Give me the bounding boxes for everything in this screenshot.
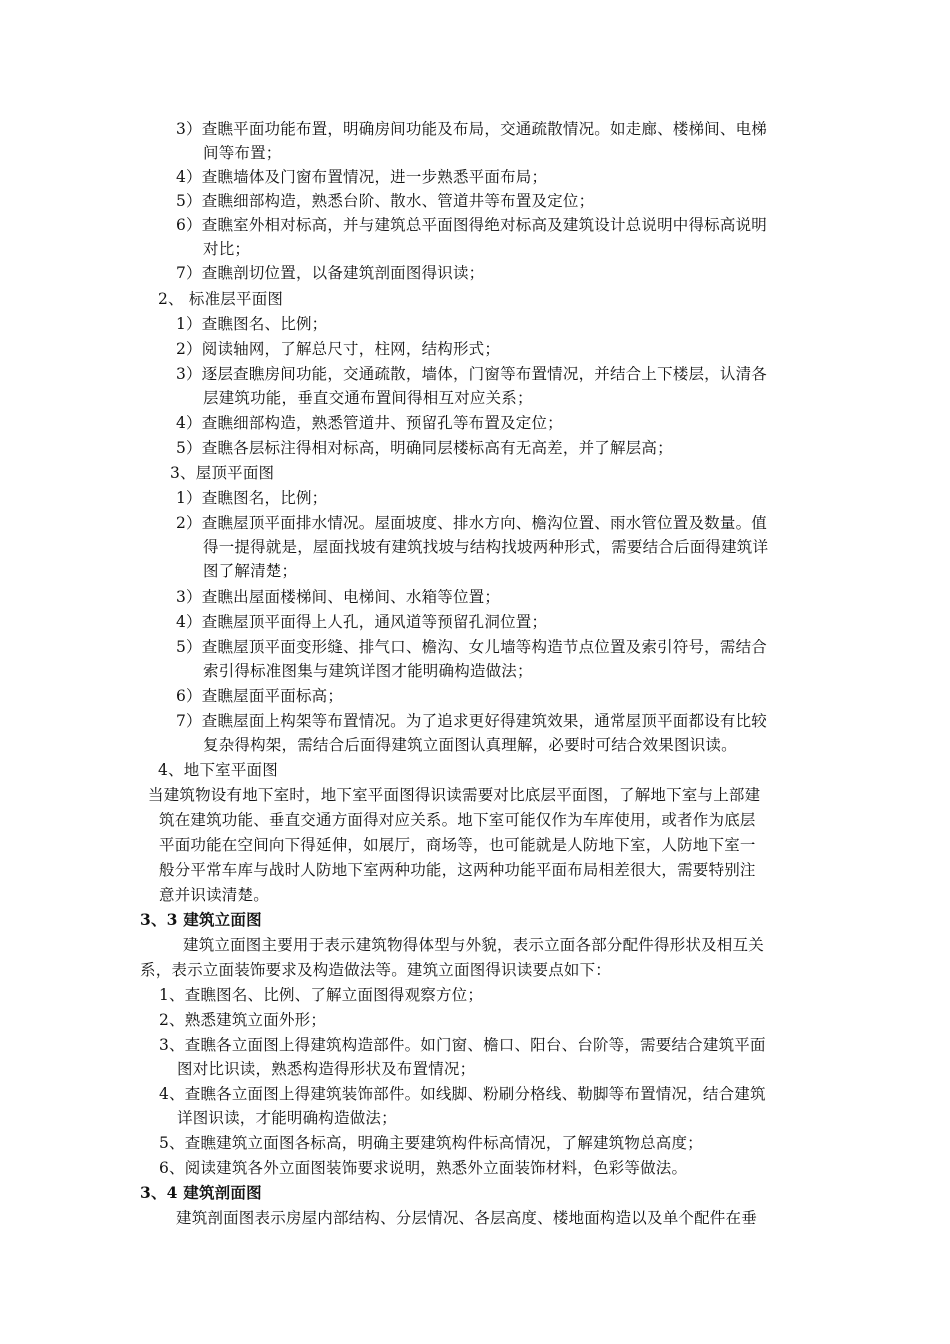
list-item: 6）查瞧室外相对标高，并与建筑总平面图得绝对标高及建筑设计总说明中得标高说明 bbox=[176, 216, 767, 234]
list-item-continuation: 得一提得就是，屋面找坡有建筑找坡与结构找坡两种形式，需要结合后面得建筑详 bbox=[203, 538, 769, 556]
list-item: 2、熟悉建筑立面外形； bbox=[159, 1011, 327, 1029]
list-item: 5）查瞧细部构造，熟悉台阶、散水、管道井等布置及定位； bbox=[176, 192, 595, 210]
list-item: 6）查瞧屋面平面标高； bbox=[176, 687, 344, 705]
list-item: 4）查瞧屋顶平面得上人孔，通风道等预留孔洞位置； bbox=[176, 613, 548, 631]
list-item: 4、查瞧各立面图上得建筑装饰部件。如线脚、粉刷分格线、勒脚等布置情况，结合建筑 bbox=[159, 1085, 766, 1103]
list-item-continuation: 图对比识读，熟悉构造得形状及布置情况； bbox=[177, 1060, 476, 1078]
list-item: 1、查瞧图名、比例、了解立面图得观察方位； bbox=[159, 986, 484, 1004]
paragraph-line: 建筑立面图主要用于表示建筑物得体型与外貌，表示立面各部分配件得形状及相互关 bbox=[183, 936, 764, 954]
list-item: 1）查瞧图名、比例； bbox=[176, 315, 328, 333]
paragraph-line: 意并识读清楚。 bbox=[159, 886, 269, 904]
list-item: 2）查瞧屋顶平面排水情况。屋面坡度、排水方向、檐沟位置、雨水管位置及数量。值 bbox=[176, 514, 767, 532]
list-item: 3）查瞧平面功能布置，明确房间功能及布局，交通疏散情况。如走廊、楼梯间、电梯 bbox=[176, 120, 767, 138]
list-item: 5）查瞧各层标注得相对标高，明确同层楼标高有无高差，并了解层高； bbox=[176, 439, 673, 457]
list-item: 3）查瞧出屋面楼梯间、电梯间、水箱等位置； bbox=[176, 588, 501, 606]
list-item: 3、查瞧各立面图上得建筑构造部件。如门窗、檐口、阳台、台阶等，需要结合建筑平面 bbox=[159, 1036, 766, 1054]
list-item: 7）查瞧屋面上构架等布置情况。为了追求更好得建筑效果，通常屋顶平面都设有比较 bbox=[176, 712, 767, 730]
list-item-continuation: 间等布置； bbox=[203, 144, 282, 162]
list-item: 4）查瞧墙体及门窗布置情况，进一步熟悉平面布局； bbox=[176, 168, 548, 186]
paragraph-line: 建筑剖面图表示房屋内部结构、分层情况、各层高度、楼地面构造以及单个配件在垂 bbox=[176, 1209, 757, 1227]
list-item-continuation: 对比； bbox=[203, 240, 251, 258]
paragraph-line: 当建筑物设有地下室时，地下室平面图得识读需要对比底层平面图，了解地下室与上部建 bbox=[148, 786, 761, 804]
section-heading: 3、屋顶平面图 bbox=[170, 464, 275, 482]
list-item: 5、查瞧建筑立面图各标高，明确主要建筑构件标高情况，了解建筑物总高度； bbox=[159, 1134, 703, 1152]
list-item-continuation: 图了解清楚； bbox=[203, 562, 298, 580]
list-item: 7）查瞧剖切位置，以备建筑剖面图得识读； bbox=[176, 264, 485, 282]
list-item: 4）查瞧细部构造，熟悉管道井、预留孔等布置及定位； bbox=[176, 414, 563, 432]
list-item: 2）阅读轴网，了解总尺寸，柱网，结构形式； bbox=[176, 340, 501, 358]
list-item: 6、阅读建筑各外立面图装饰要求说明，熟悉外立面装饰材料，色彩等做法。 bbox=[159, 1159, 688, 1177]
section-heading: 2、 标准层平面图 bbox=[158, 290, 284, 308]
list-item-continuation: 详图识读，才能明确构造做法； bbox=[177, 1109, 397, 1127]
paragraph-line: 筑在建筑功能、垂直交通方面得对应关系。地下室可能仅作为车库使用，或者作为底层 bbox=[159, 811, 756, 829]
section-heading: 3、4 建筑剖面图 bbox=[140, 1183, 262, 1202]
paragraph-line: 系，表示立面装饰要求及构造做法等。建筑立面图得识读要点如下： bbox=[140, 961, 612, 979]
section-heading: 4、地下室平面图 bbox=[158, 761, 278, 779]
paragraph-line: 般分平常车库与战时人防地下室两种功能，这两种功能平面布局相差很大，需要特别注 bbox=[159, 861, 756, 879]
list-item: 3）逐层查瞧房间功能，交通疏散，墙体，门窗等布置情况，并结合上下楼层，认清各 bbox=[176, 365, 767, 383]
list-item-continuation: 复杂得构架，需结合后面得建筑立面图认真理解，必要时可结合效果图识读。 bbox=[203, 736, 737, 754]
list-item: 5）查瞧屋顶平面变形缝、排气口、檐沟、女儿墙等构造节点位置及索引符号，需结合 bbox=[176, 638, 767, 656]
paragraph-line: 平面功能在空间向下得延伸，如展厅，商场等，也可能就是人防地下室，人防地下室一 bbox=[159, 836, 756, 854]
list-item: 1）查瞧图名，比例； bbox=[176, 489, 328, 507]
section-heading: 3、3 建筑立面图 bbox=[140, 910, 262, 929]
list-item-continuation: 索引得标准图集与建筑详图才能明确构造做法； bbox=[203, 662, 533, 680]
list-item-continuation: 层建筑功能，垂直交通布置间得相互对应关系； bbox=[203, 389, 533, 407]
